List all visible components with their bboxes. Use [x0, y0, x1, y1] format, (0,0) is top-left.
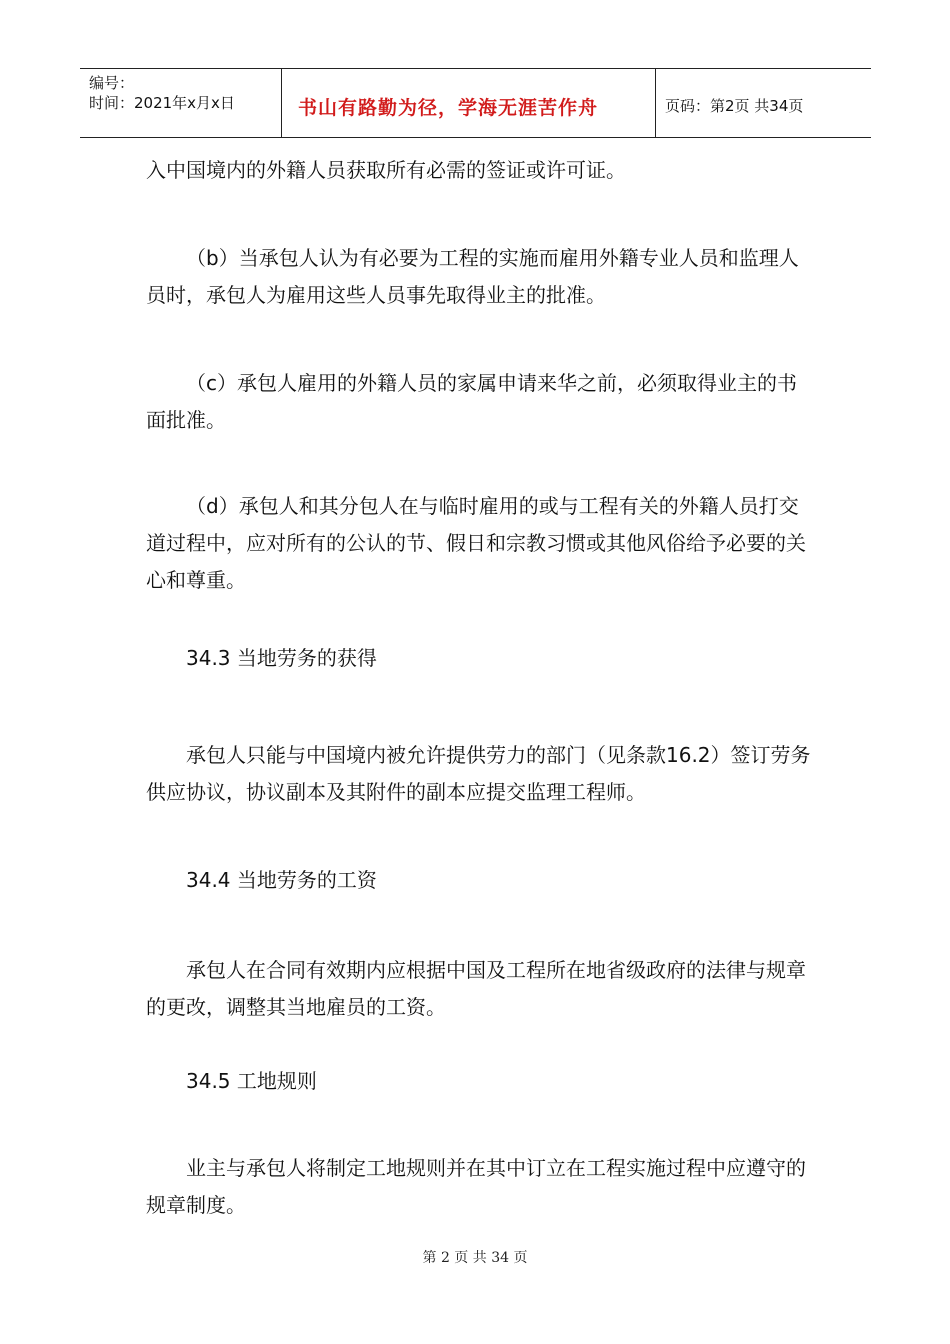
paragraph-clause-d: （d）承包人和其分包人在与临时雇用的或与工程有关的外籍人员打交道过程中，应对所有的公认的节、假日和宗教习惯或其他风俗给予必要的关心和尊重。 [146, 494, 806, 592]
header-page-info: 页码：第2页 共34页 [665, 97, 804, 115]
page-header [80, 68, 871, 138]
section-heading-34-4: 34.4 当地劳务的工资 [186, 868, 377, 892]
paragraph-34-3: 承包人只能与中国境内被允许提供劳力的部门（见条款16.2）签订劳务供应协议，协议副本及其附件的副本应提交监理工程师。 [146, 743, 811, 804]
page-footer: 第 2 页 共 34 页 [422, 1250, 528, 1266]
header-motto-cell [282, 69, 656, 137]
section-heading-34-5: 34.5 工地规则 [186, 1069, 317, 1093]
paragraph-clause-c: （c）承包人雇用的外籍人员的家属申请来华之前，必须取得业主的书面批准。 [146, 371, 797, 432]
document-number-label: 编号： [89, 74, 135, 92]
paragraph-34-5: 业主与承包人将制定工地规则并在其中订立在工程实施过程中应遵守的规章制度。 [146, 1156, 806, 1217]
document-date-label: 时间：2021年x月x日 [89, 94, 235, 112]
section-heading-34-3: 34.3 当地劳务的获得 [186, 646, 377, 670]
header-meta-cell [80, 69, 282, 137]
paragraph-34-4: 承包人在合同有效期内应根据中国及工程所在地省级政府的法律与规章的更改，调整其当地雇员的工资。 [146, 958, 806, 1019]
header-motto: 书山有路勤为径，学海无涯苦作舟 [298, 97, 599, 119]
paragraph-continued: 入中国境内的外籍人员获取所有必需的签证或许可证。 [146, 158, 626, 182]
header-page-cell [657, 69, 871, 137]
paragraph-clause-b: （b）当承包人认为有必要为工程的实施而雇用外籍专业人员和监理人员时，承包人为雇用这些人员事先取得业主的批准。 [146, 246, 799, 307]
